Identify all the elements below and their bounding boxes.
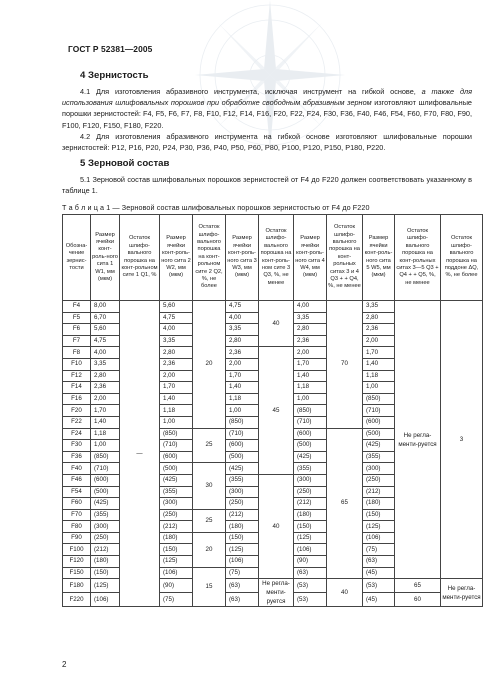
sieve-1-size-cell: 2,80 [91, 370, 120, 382]
sieve-4-size-cell: 1,18 [294, 382, 327, 394]
sieve-3-size-cell: (63) [226, 579, 259, 593]
sieve-4-size-cell: (850) [294, 405, 327, 417]
grit-cell: F150 [63, 567, 91, 579]
sieve-1-size-cell: 1,00 [91, 440, 120, 452]
grit-cell: F46 [63, 474, 91, 486]
sieve-1-size-cell: (425) [91, 498, 120, 510]
sieve-3-size-cell: (63) [226, 593, 259, 607]
header-grit: Обозна-чение зернис-тости [63, 215, 91, 301]
grit-cell: F12 [63, 370, 91, 382]
residue-q3-cell: 40 [259, 301, 294, 347]
sieve-1-size-cell: 1,18 [91, 428, 120, 440]
sieve-3-size-cell: (600) [226, 440, 259, 452]
sieve-5-size-cell: (500) [363, 428, 395, 440]
sieve-5-size-cell: 1,00 [363, 382, 395, 394]
sieve-3-size-cell: 3,35 [226, 324, 259, 336]
residue-q2-cell: 15 [193, 567, 226, 607]
sieve-5-size-cell: 1,70 [363, 347, 395, 359]
grit-cell: F4 [63, 301, 91, 313]
sieve-1-size-cell: 8,00 [91, 301, 120, 313]
sieve-4-size-cell: (180) [294, 509, 327, 521]
sieve-3-size-cell: 1,00 [226, 405, 259, 417]
header-q2: Остаток шлифо-вального порошка на конт-рольном сите 2 Q2, %, не более [193, 215, 226, 301]
residue-q3-q4-cell: 40 [327, 579, 363, 607]
sieve-3-size-cell: (125) [226, 544, 259, 556]
sieve-3-size-cell: 4,00 [226, 312, 259, 324]
grit-cell: F220 [63, 593, 91, 607]
sieve-5-size-cell: (150) [363, 509, 395, 521]
sieve-3-size-cell: 2,00 [226, 358, 259, 370]
sieve-3-size-cell: (710) [226, 428, 259, 440]
residue-q3-q5-cell: 60 [395, 593, 441, 607]
sieve-2-size-cell: 4,00 [160, 324, 193, 336]
sieve-3-size-cell: (425) [226, 463, 259, 475]
sieve-2-size-cell: 3,35 [160, 335, 193, 347]
sieve-5-size-cell: (53) [363, 579, 395, 593]
residue-q3-q4-cell: 70 [327, 301, 363, 429]
sieve-2-size-cell: (355) [160, 486, 193, 498]
paragraph-4-1 [62, 86, 472, 131]
sieve-3-size-cell: (250) [226, 498, 259, 510]
section-5-title: 5 Зерновой состав [80, 158, 170, 169]
sieve-4-size-cell: 2,36 [294, 335, 327, 347]
sieve-4-size-cell: (425) [294, 451, 327, 463]
sieve-2-size-cell: 1,70 [160, 382, 193, 394]
residue-q3-cell: Не регла-менти-руется [259, 579, 294, 607]
grit-cell: F60 [63, 498, 91, 510]
sieve-4-size-cell: 1,00 [294, 393, 327, 405]
grit-cell: F7 [63, 335, 91, 347]
section-4-title: 4 Зернистость [80, 70, 149, 81]
sieve-1-size-cell: (212) [91, 544, 120, 556]
sieve-5-size-cell: 2,00 [363, 335, 395, 347]
sieve-4-size-cell: (106) [294, 544, 327, 556]
sieve-1-size-cell: 5,60 [91, 324, 120, 336]
sieve-5-size-cell: (45) [363, 593, 395, 607]
header-w3: Размер ячейки конт-роль-ного сита 3 W3, мм (мкм) [226, 215, 259, 301]
sieve-2-size-cell: (500) [160, 463, 193, 475]
grit-cell: F16 [63, 393, 91, 405]
sieve-4-size-cell: 4,00 [294, 301, 327, 313]
grit-cell: F40 [63, 463, 91, 475]
sieve-2-size-cell: (90) [160, 579, 193, 593]
sieve-2-size-cell: (106) [160, 567, 193, 579]
sieve-1-size-cell: (600) [91, 474, 120, 486]
residue-q3-q4-cell: 65 [327, 428, 363, 579]
residue-q3-cell: 40 [259, 474, 294, 578]
paragraph-4-1-end: изготовляют шлифовальные порошки зернистостей: F4, F5, F6, F7, F8, F10, F12, F14, F16, F20, F22, F24, F30, F36, F40, F46, F54, F60, F70, F80, F90, F100, F120, F150, F180, F220. [62, 98, 472, 130]
sieve-5-size-cell: 1,18 [363, 370, 395, 382]
header-q1: Остаток шлифо-вального порошка на конт-рольном сите 1 Q1, % [120, 215, 160, 301]
grit-cell: F14 [63, 382, 91, 394]
grit-cell: F6 [63, 324, 91, 336]
sieve-4-size-cell: (212) [294, 498, 327, 510]
sieve-5-size-cell: (425) [363, 440, 395, 452]
sieve-3-size-cell: (212) [226, 509, 259, 521]
sieve-4-size-cell: 3,35 [294, 312, 327, 324]
paragraph-4-2 [62, 131, 472, 153]
sieve-4-size-cell: (500) [294, 440, 327, 452]
residue-q3-cell: 45 [259, 347, 294, 475]
sieve-5-size-cell: 3,35 [363, 301, 395, 313]
sieve-3-size-cell: 2,36 [226, 347, 259, 359]
sieve-2-size-cell: 1,40 [160, 393, 193, 405]
sieve-5-size-cell: (250) [363, 474, 395, 486]
sieve-1-size-cell: (250) [91, 532, 120, 544]
paragraph-5-1-text: 5.1 Зерновой состав шлифовальных порошков зернистостей от F4 до F220 должен соответствовать указанному в таблице 1. [62, 175, 472, 196]
sieve-5-size-cell: (212) [363, 486, 395, 498]
paragraph-4-1-start: 4.1 Для изготовления абразивного инструмента, исключая инструмент на гибкой основе, [80, 87, 422, 96]
grit-cell: F180 [63, 579, 91, 593]
grit-cell: F80 [63, 521, 91, 533]
grit-cell: F5 [63, 312, 91, 324]
sieve-5-size-cell: (125) [363, 521, 395, 533]
sieve-3-size-cell: 4,75 [226, 301, 259, 313]
sieve-5-size-cell: (75) [363, 544, 395, 556]
sieve-1-size-cell: (106) [91, 593, 120, 607]
grain-composition-table [62, 214, 483, 607]
sieve-2-size-cell: 2,00 [160, 370, 193, 382]
residue-q2-cell: 30 [193, 463, 226, 509]
sieve-4-size-cell: 1,40 [294, 370, 327, 382]
sieve-2-size-cell: 1,18 [160, 405, 193, 417]
grit-cell: F10 [63, 358, 91, 370]
sieve-3-size-cell: (355) [226, 474, 259, 486]
sieve-5-size-cell: 1,40 [363, 358, 395, 370]
sieve-2-size-cell: (300) [160, 498, 193, 510]
sieve-3-size-cell: (180) [226, 521, 259, 533]
sieve-3-size-cell: (300) [226, 486, 259, 498]
sieve-1-size-cell: (150) [91, 567, 120, 579]
sieve-2-size-cell: (710) [160, 440, 193, 452]
sieve-1-size-cell: (500) [91, 486, 120, 498]
sieve-5-size-cell: (45) [363, 567, 395, 579]
header-pan: Остаток шлифо-вального порошка на поддоне ΔQ, %, не более [441, 215, 483, 301]
sieve-4-size-cell: 2,80 [294, 324, 327, 336]
paragraph-4-2-text: 4.2 Для изготовления абразивного инструмента на гибкой основе изготовляют шлифовальные порошки зернистостей: P12, P16, P20, P24, P30, P36, P40, P50, P60, P80, P100, P120, P150, P180, P220. [62, 132, 472, 153]
sieve-4-size-cell: (710) [294, 416, 327, 428]
standard-header: ГОСТ Р 52381—2005 [68, 44, 153, 54]
sieve-4-size-cell: 1,70 [294, 358, 327, 370]
sieve-2-size-cell: (75) [160, 593, 193, 607]
sieve-3-size-cell: (106) [226, 556, 259, 568]
grit-cell: F36 [63, 451, 91, 463]
sieve-1-size-cell: (355) [91, 509, 120, 521]
sieve-1-size-cell: (300) [91, 521, 120, 533]
sieve-1-size-cell: 4,75 [91, 335, 120, 347]
sieve-4-size-cell: (53) [294, 579, 327, 593]
residue-q2-cell: 20 [193, 532, 226, 567]
sieve-2-size-cell: (212) [160, 521, 193, 533]
sieve-4-size-cell: (90) [294, 556, 327, 568]
paragraph-4-1-italic: а также для использования шлифовальных порошков при обработке свободным абразивным зерном [62, 87, 472, 108]
sieve-4-size-cell: (355) [294, 463, 327, 475]
sieve-1-size-cell: (710) [91, 463, 120, 475]
sieve-4-size-cell: (300) [294, 474, 327, 486]
sieve-1-size-cell: (125) [91, 579, 120, 593]
sieve-1-size-cell: 6,70 [91, 312, 120, 324]
residue-q2-cell: 25 [193, 428, 226, 463]
sieve-2-size-cell: (150) [160, 544, 193, 556]
header-q3: Остаток шлифо-вального порошка на конт-роль-ном сите 3 Q3, %, не менее [259, 215, 294, 301]
header-q3-q5: Остаток шлифо-вального порошка на конт-рольных ситах 3—5 Q3 + Q4 + + Q5, %, не менее [395, 215, 441, 301]
sieve-5-size-cell: (600) [363, 416, 395, 428]
sieve-1-size-cell: 3,35 [91, 358, 120, 370]
sieve-1-size-cell: (850) [91, 451, 120, 463]
sieve-2-size-cell: (850) [160, 428, 193, 440]
table-header-row [63, 215, 483, 301]
header-w5: Размер ячейки конт-роль-ного сита 5 W5, мм (мкм) [363, 215, 395, 301]
sieve-4-size-cell: (63) [294, 567, 327, 579]
sieve-4-size-cell: (250) [294, 486, 327, 498]
sieve-2-size-cell: (125) [160, 556, 193, 568]
sieve-1-size-cell: 2,36 [91, 382, 120, 394]
sieve-3-size-cell: (75) [226, 567, 259, 579]
sieve-2-size-cell: (425) [160, 474, 193, 486]
sieve-2-size-cell: (180) [160, 532, 193, 544]
table-caption: Т а б л и ц а 1 — Зерновой состав шлифовальных порошков зернистостью от F4 до F220 [62, 203, 370, 212]
paragraph-5-1 [62, 174, 472, 196]
header-q3-q4: Остаток шлифо-вального порошка на конт-рольных ситах 3 и 4 Q3 + + Q4, %, не менее [327, 215, 363, 301]
sieve-4-size-cell: (600) [294, 428, 327, 440]
header-w2: Размер ячейки конт-роль-ного сита 2 W2, мм (мкм) [160, 215, 193, 301]
sieve-3-size-cell: (500) [226, 451, 259, 463]
sieve-2-size-cell: 1,00 [160, 416, 193, 428]
header-w4: Размер ячейки конт-роль-ного сита 4 W4, мм (мкм) [294, 215, 327, 301]
residue-pan-cell: 3 [441, 301, 483, 579]
sieve-2-size-cell: 2,36 [160, 358, 193, 370]
sieve-1-size-cell: 2,00 [91, 393, 120, 405]
sieve-5-size-cell: (710) [363, 405, 395, 417]
residue-q1-cell: — [120, 301, 160, 607]
sieve-1-size-cell: 4,00 [91, 347, 120, 359]
grit-cell: F8 [63, 347, 91, 359]
grit-cell: F54 [63, 486, 91, 498]
sieve-3-size-cell: (850) [226, 416, 259, 428]
grit-cell: F70 [63, 509, 91, 521]
sieve-2-size-cell: 4,75 [160, 312, 193, 324]
header-w1: Размер ячейки конт-роль-ного сита 1 W1, мм (мкм) [91, 215, 120, 301]
sieve-5-size-cell: (180) [363, 498, 395, 510]
residue-pan-cell: Не регла-менти-руется [441, 579, 483, 607]
sieve-2-size-cell: (250) [160, 509, 193, 521]
sieve-2-size-cell: (600) [160, 451, 193, 463]
residue-q2-cell: 25 [193, 509, 226, 532]
table-row [63, 301, 483, 313]
sieve-1-size-cell: 1,70 [91, 405, 120, 417]
grit-cell: F24 [63, 428, 91, 440]
sieve-3-size-cell: (150) [226, 532, 259, 544]
residue-q3-q5-cell: Не регла-менти-руется [395, 301, 441, 579]
grit-cell: F120 [63, 556, 91, 568]
sieve-2-size-cell: 5,60 [160, 301, 193, 313]
sieve-5-size-cell: 2,36 [363, 324, 395, 336]
residue-q2-cell: 20 [193, 301, 226, 429]
sieve-3-size-cell: 1,18 [226, 393, 259, 405]
grit-cell: F90 [63, 532, 91, 544]
sieve-4-size-cell: (150) [294, 521, 327, 533]
sieve-4-size-cell: 2,00 [294, 347, 327, 359]
sieve-5-size-cell: (106) [363, 532, 395, 544]
sieve-5-size-cell: (355) [363, 451, 395, 463]
sieve-5-size-cell: (63) [363, 556, 395, 568]
sieve-3-size-cell: 2,80 [226, 335, 259, 347]
grit-cell: F20 [63, 405, 91, 417]
sieve-5-size-cell: (850) [363, 393, 395, 405]
sieve-3-size-cell: 1,40 [226, 382, 259, 394]
sieve-2-size-cell: 2,80 [160, 347, 193, 359]
sieve-5-size-cell: (300) [363, 463, 395, 475]
grit-cell: F100 [63, 544, 91, 556]
page-number: 2 [62, 660, 67, 669]
sieve-3-size-cell: 1,70 [226, 370, 259, 382]
grit-cell: F30 [63, 440, 91, 452]
grit-cell: F22 [63, 416, 91, 428]
sieve-4-size-cell: (53) [294, 593, 327, 607]
residue-q3-q5-cell: 65 [395, 579, 441, 593]
sieve-1-size-cell: (180) [91, 556, 120, 568]
sieve-1-size-cell: 1,40 [91, 416, 120, 428]
sieve-5-size-cell: 2,80 [363, 312, 395, 324]
sieve-4-size-cell: (125) [294, 532, 327, 544]
